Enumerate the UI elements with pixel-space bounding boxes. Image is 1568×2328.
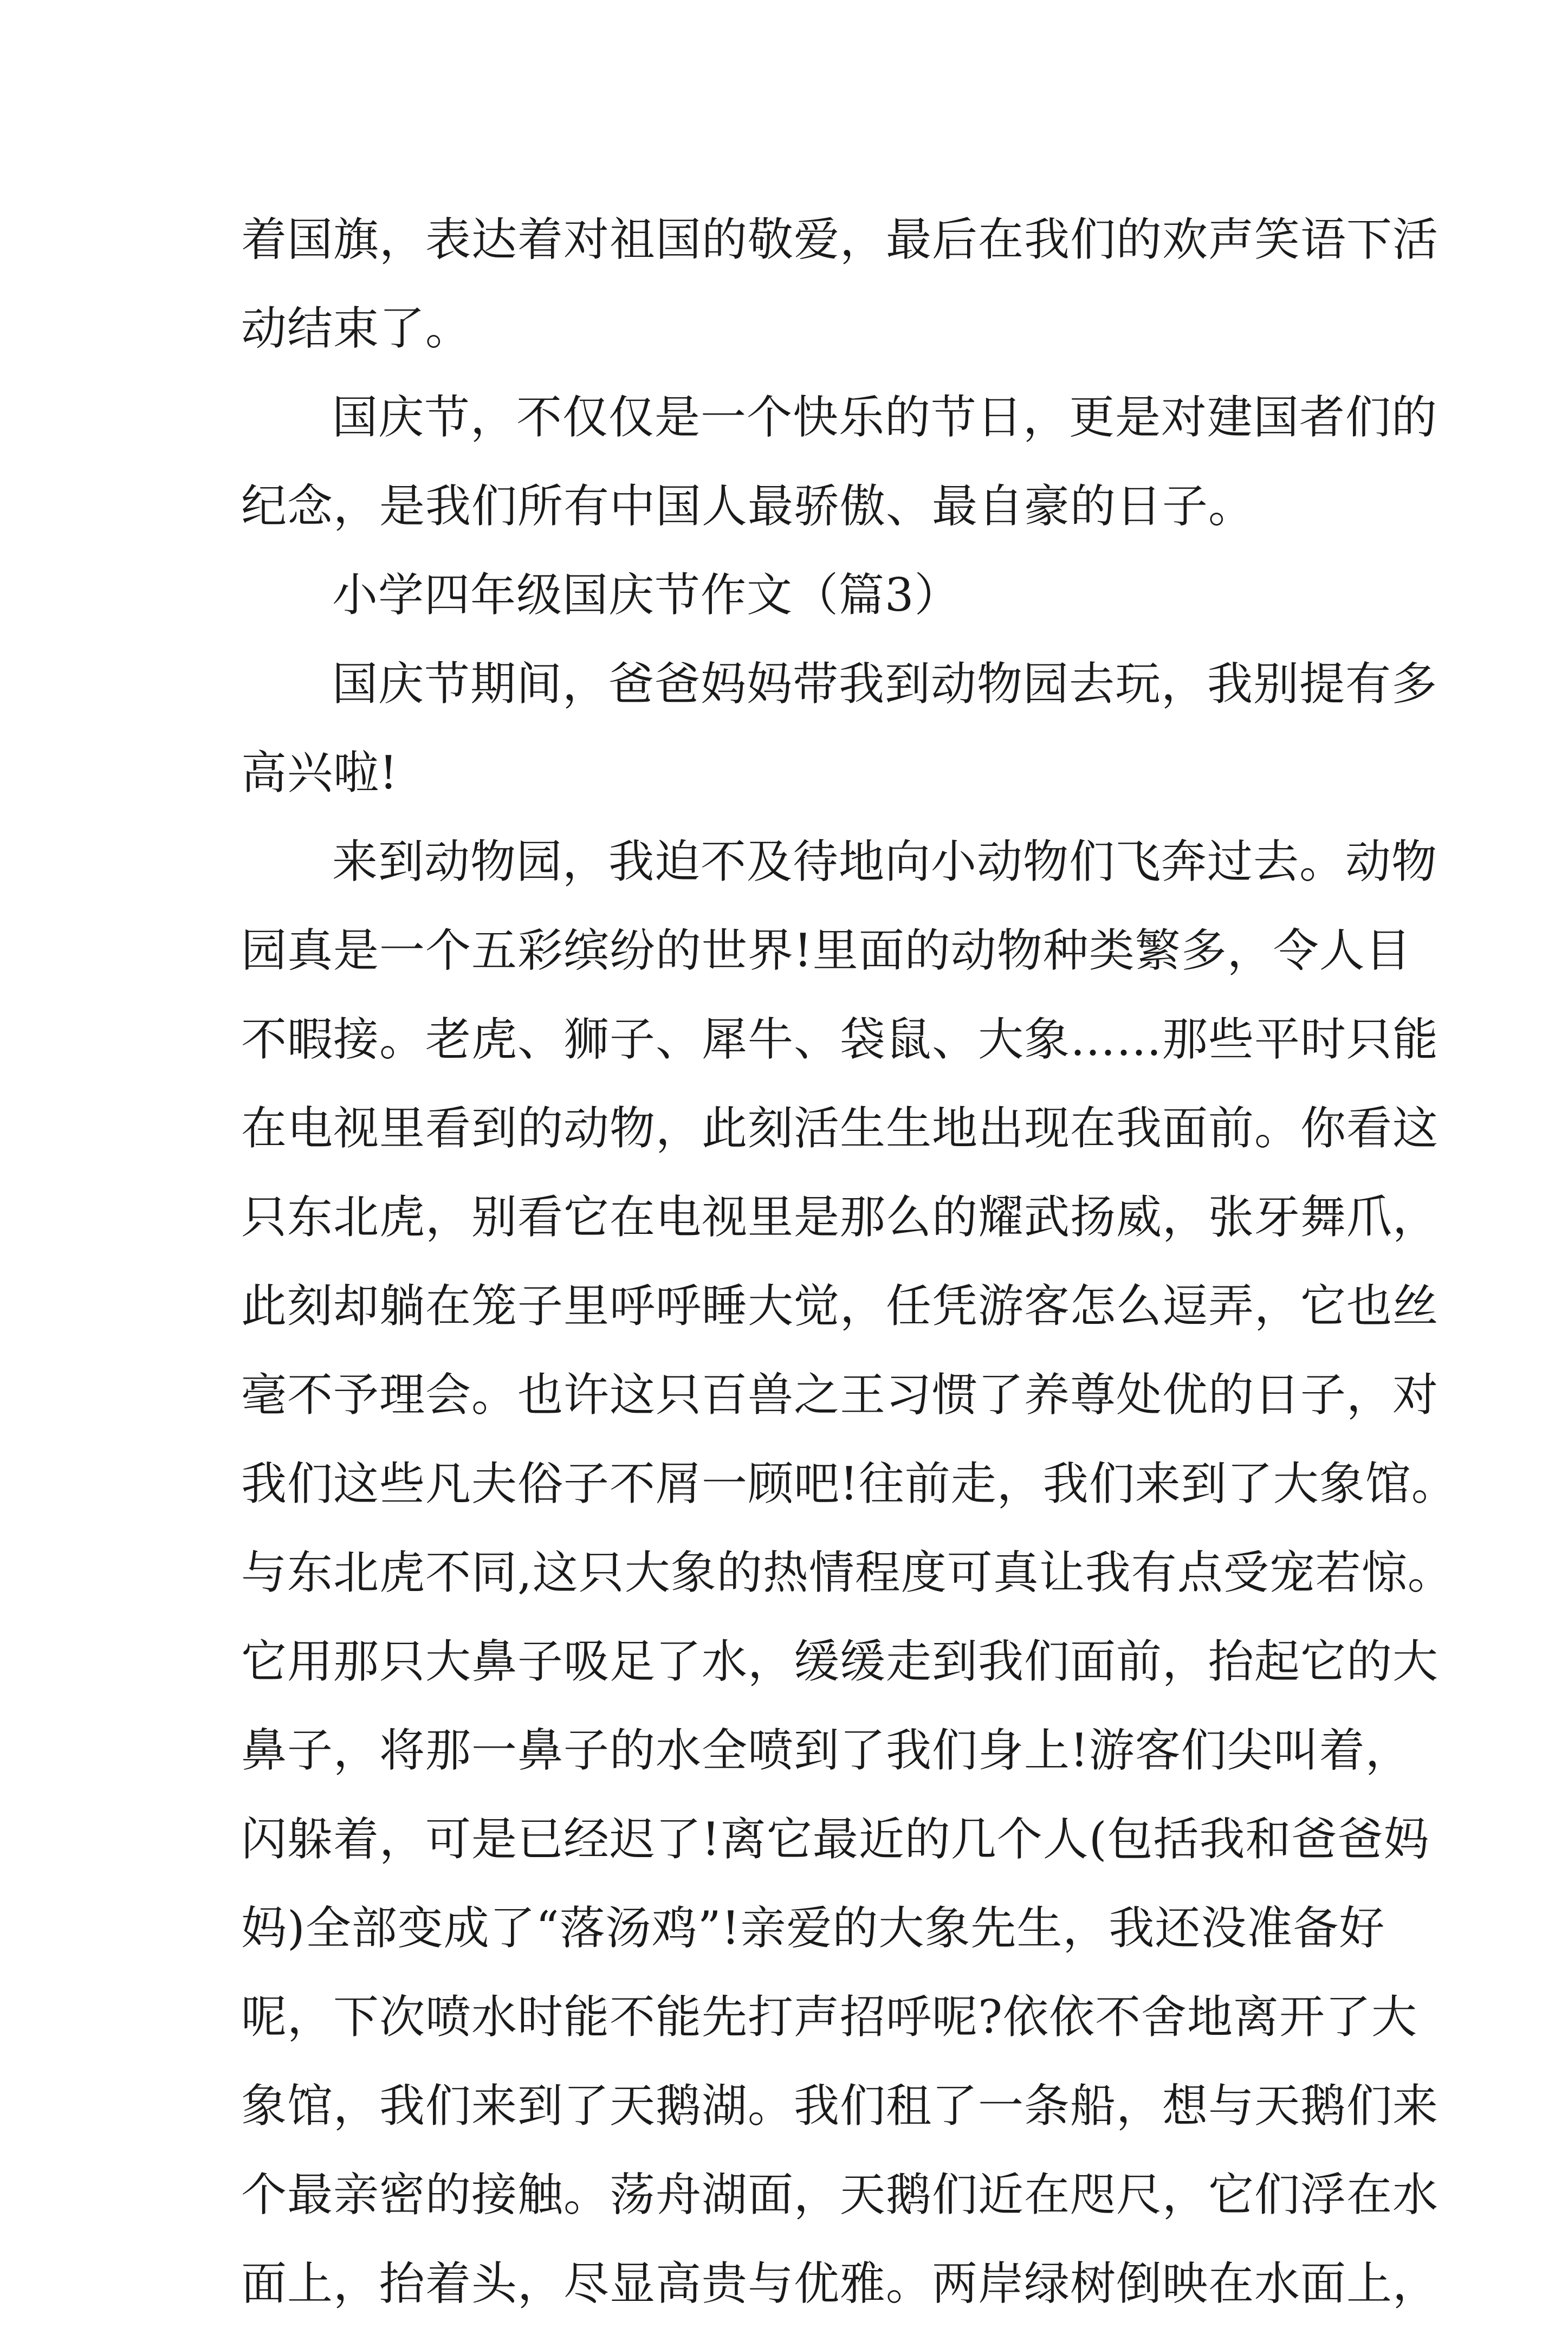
text-line: 来到动物园，我迫不及待地向小动物们飞奔过去。动物 [332,835,1438,888]
text-line: 动结束了。 [241,302,472,355]
text-line: 国庆节期间，爸爸妈妈带我到动物园去玩，我别提有多 [332,657,1438,710]
text-line: 面上，抬着头，尽显高贵与优雅。两岸绿树倒映在水面上， [241,2257,1439,2310]
text-line: 不暇接。老虎、狮子、犀牛、袋鼠、大象……那些平时只能 [241,1013,1439,1066]
text-line: 只东北虎，别看它在电视里是那么的耀武扬威，张牙舞爪， [241,1191,1439,1244]
text-line: 它用那只大鼻子吸足了水，缓缓走到我们面前，抬起它的大 [241,1635,1439,1688]
text-line: 鼻子，将那一鼻子的水全喷到了我们身上!游客们尖叫着， [241,1724,1411,1777]
text-line: 此刻却躺在笼子里呼呼睡大觉，任凭游客怎么逗弄，它也丝 [241,1279,1439,1333]
text-line: 妈)全部变成了“落汤鸡”!亲爱的大象先生，我还没准备好 [241,1902,1385,1955]
section-heading: 小学四年级国庆节作文（篇3） [332,568,961,622]
text-line: 我们这些凡夫俗子不屑一顾吧!往前走，我们来到了大象馆。 [241,1457,1457,1510]
text-line: 在电视里看到的动物，此刻活生生地出现在我面前。你看这 [241,1102,1439,1155]
text-line: 毫不予理会。也许这只百兽之王习惯了养尊处优的日子，对 [241,1368,1439,1421]
text-line: 闪躲着，可是已经迟了!离它最近的几个人(包括我和爸爸妈 [241,1813,1430,1866]
text-line: 与东北虎不同,这只大象的热情程度可真让我有点受宠若惊。 [241,1546,1454,1599]
text-line: 高兴啦! [241,746,398,799]
text-line: 着国旗，表达着对祖国的敬爱，最后在我们的欢声笑语下活 [241,213,1439,266]
essay-text [241,195,1457,2328]
text-line: 象馆，我们来到了天鹅湖。我们租了一条船，想与天鹅们来 [241,2079,1439,2132]
text-line: 国庆节，不仅仅是一个快乐的节日，更是对建国者们的 [332,391,1438,444]
text-line: 园真是一个五彩缤纷的世界!里面的动物种类繁多，令人目 [241,924,1411,977]
text-line: 个最亲密的接触。荡舟湖面，天鹅们近在咫尺，它们浮在水 [241,2168,1439,2221]
text-line: 纪念，是我们所有中国人最骄傲、最自豪的日子。 [241,480,1255,533]
text-line: 呢，下次喷水时能不能先打声招呼呢?依依不舍地离开了大 [241,1990,1418,2044]
